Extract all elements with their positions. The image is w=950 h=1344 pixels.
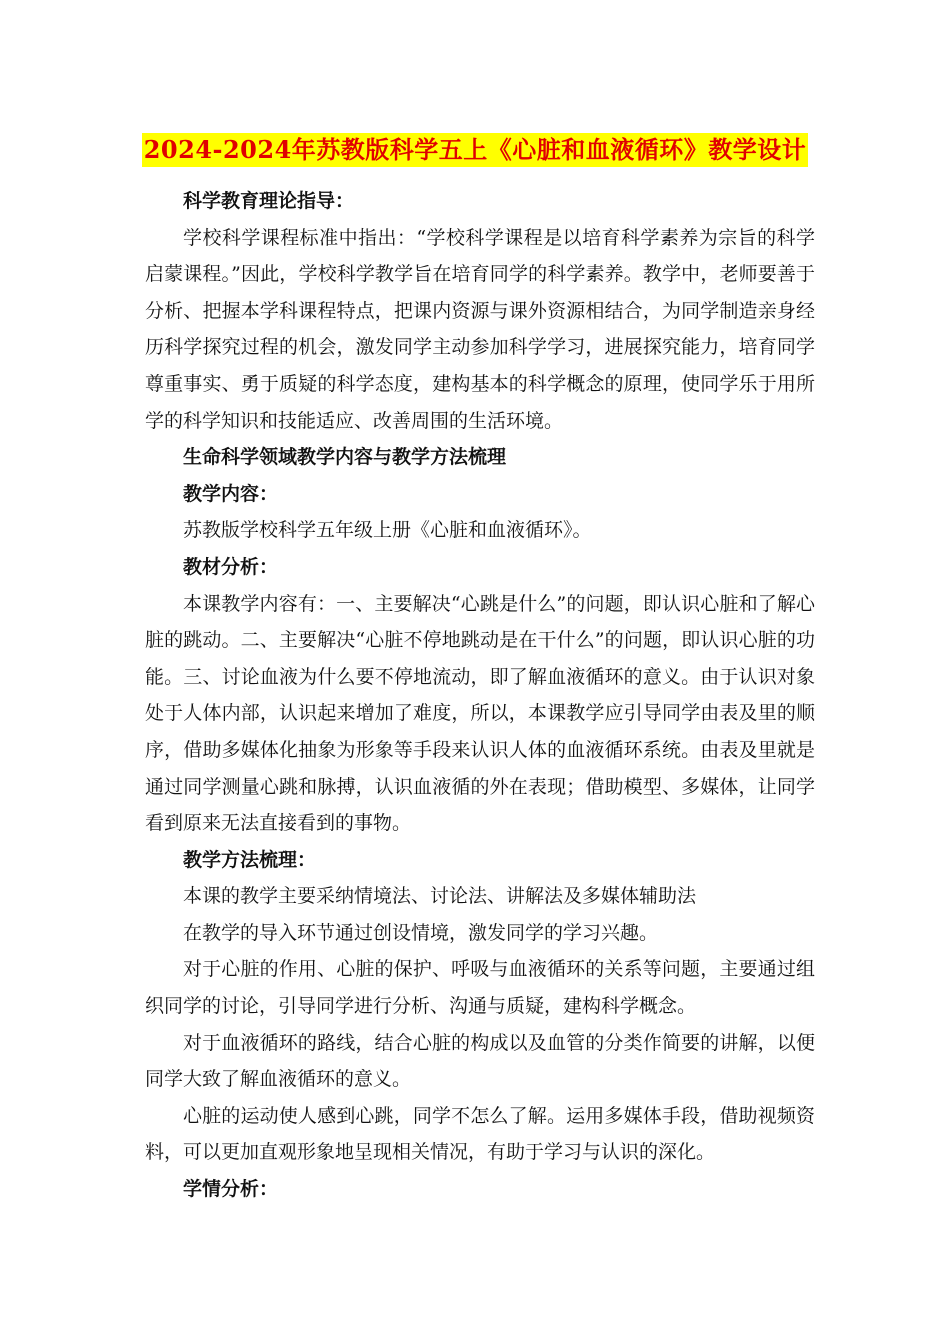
section-heading: 教材分析： xyxy=(183,555,279,578)
section-heading: 教学方法梳理： xyxy=(183,848,317,871)
paragraph: 本课的教学主要采纳情境法、讨论法、讲解法及多媒体辅助法 xyxy=(183,885,697,908)
section-heading: 学情分析： xyxy=(183,1178,279,1201)
paragraph: 对于心脏的作用、心脏的保护、呼吸与血液循环的关系等问题，主要通过组织同学的讨论，引导同学进行分析、沟通与质疑，建构科学概念。 xyxy=(145,958,815,1018)
paragraph: 苏教版学校科学五年级上册《心脏和血液循环》。 xyxy=(183,519,592,542)
document-title: 2024-2024年苏教版科学五上《心脏和血液循环》教学设计 xyxy=(142,133,809,167)
document-body xyxy=(145,183,815,1208)
paragraph: 学校科学课程标准中指出：“学校科学课程是以培育科学素养为宗旨的科学启蒙课程。”因此，学校科学教学旨在培育同学的科学素养。教学中，老师要善于分析、把握本学科课程特点，把课内资源与课外资源相结合，为同学制造亲身经历科学探究过程的机会，激发同学主动参加科学学习，进展探究能力，培育同学尊重事实、勇于质疑的科学态度，建构基本的科学概念的原理，使同学乐于用所学的科学知识和技能适应、改善周围的生活环境。 xyxy=(145,226,815,432)
section-heading: 教学内容： xyxy=(183,482,279,505)
section-heading: 生命科学领域教学内容与教学方法梳理 xyxy=(183,446,507,469)
paragraph: 心脏的运动使人感到心跳，同学不怎么了解。运用多媒体手段，借助视频资料，可以更加直观形象地呈现相关情况，有助于学习与认识的深化。 xyxy=(145,1104,815,1164)
section-heading: 科学教育理论指导： xyxy=(183,190,355,212)
paragraph: 本课教学内容有：一、主要解决“心跳是什么”的问题，即认识心脏和了解心脏的跳动。二、主要解决“心脏不停地跳动是在干什么”的问题，即认识心脏的功能。三、讨论血液为什么要不停地流动，即了解血液循环的意义。由于认识对象处于人体内部，认识起来增加了难度，所以，本课教学应引导同学由表及里的顺序，借助多媒体化抽象为形象等手段来认识人体的血液循环系统。由表及里就是通过同学测量心跳和脉搏，认识血液循的外在表现；借助模型、多媒体，让同学看到原来无法直接看到的事物。 xyxy=(145,592,815,835)
paragraph: 对于血液循环的路线，结合心脏的构成以及血管的分类作简要的讲解，以便同学大致了解血液循环的意义。 xyxy=(145,1031,815,1091)
title-wrap xyxy=(0,133,950,167)
paragraph: 在教学的导入环节通过创设情境，激发同学的学习兴趣。 xyxy=(183,921,659,944)
